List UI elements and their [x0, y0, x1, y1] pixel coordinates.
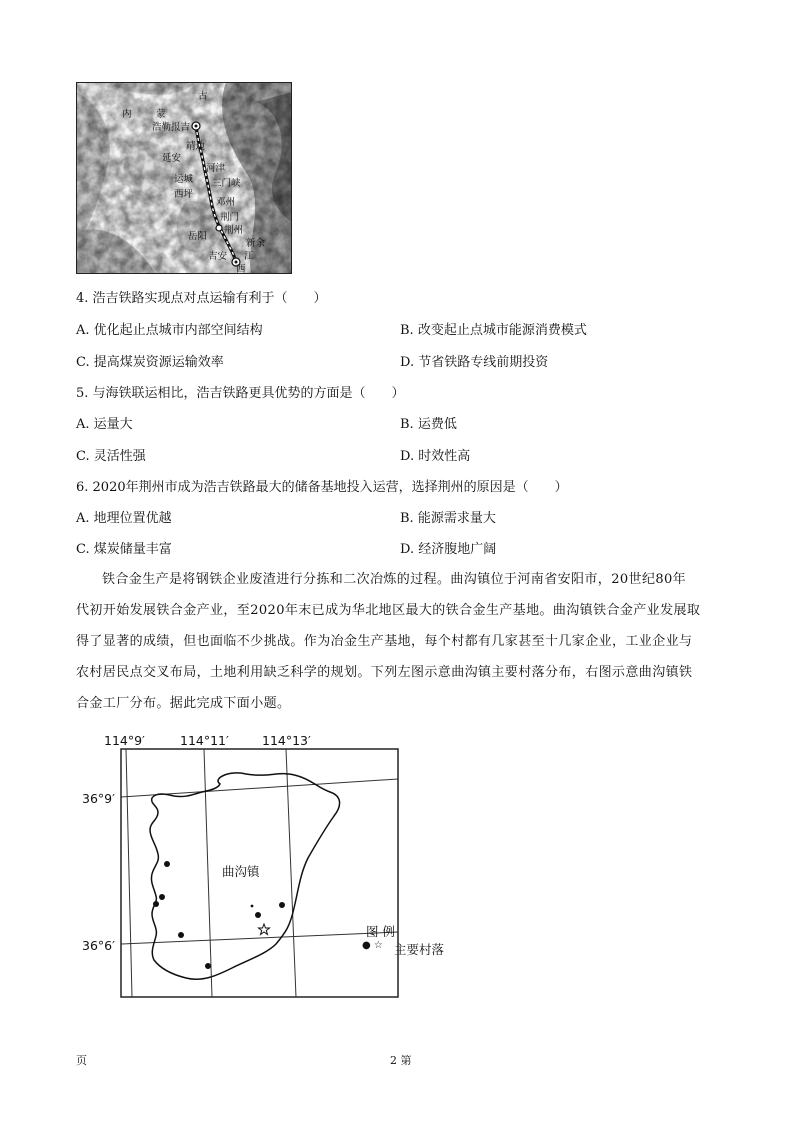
question-6-option-d[interactable]: D. 经济腹地广阔	[400, 542, 497, 557]
map-label-dengzhou: 邓州	[216, 197, 236, 208]
question-5-option-d[interactable]: D. 时效性高	[400, 449, 471, 464]
passage-line: 代初开始发展铁合金产业，至2020年末已成为华北地区最大的铁合金生产基地。曲沟镇铁合金产业发展取	[76, 603, 701, 618]
map-label-haolebaoji: 浩勒报吉	[152, 122, 191, 133]
passage-line: 合金工厂分布。据此完成下面小题。	[76, 696, 291, 711]
question-5-option-c[interactable]: C. 灵活性强	[76, 449, 146, 464]
question-4-option-c[interactable]: C. 提高煤炭资源运输效率	[76, 355, 224, 370]
lon-label: 114°13′	[262, 733, 311, 748]
map-label-jingbian: 靖边	[186, 141, 206, 152]
lon-label: 114°11′	[180, 733, 229, 748]
question-6-option-c[interactable]: C. 煤炭储量丰富	[76, 542, 172, 557]
map-label-jian: 吉安	[208, 251, 228, 262]
lon-label: 114°9′	[104, 733, 145, 748]
map-label-gu: 古	[198, 91, 208, 102]
qugou-map	[76, 730, 496, 1000]
question-6-option-b[interactable]: B. 能源需求量大	[400, 511, 496, 526]
passage-line: 得了显著的成绩，但也面临不少挑战。作为冶金生产基地，每个村都有几家甚至十几家企业，工业企业与	[76, 634, 693, 649]
question-5-stem: 5. 与海铁联运相比，浩吉铁路更具优势的方面是（ ）	[76, 386, 405, 401]
qugou-map-frame	[120, 748, 400, 1000]
question-4-stem: 4. 浩吉铁路实现点对点运输有利于（ ）	[76, 291, 327, 306]
map-label-meng: 蒙	[156, 109, 166, 120]
town-label: 曲沟镇	[222, 864, 260, 879]
map-label-sanmenxia: 三门峡	[212, 178, 241, 189]
legend-symbols: ● ☆	[362, 940, 383, 951]
legend-item-main-village: 主要村落	[394, 942, 445, 957]
lat-label: 36°6′	[82, 938, 115, 953]
map-label-jingzhou: 荆州	[224, 225, 244, 236]
passage-line: 铁合金生产是将钢铁企业废渣进行分拣和二次冶炼的过程。曲沟镇位于河南省安阳市，20世纪80年	[102, 572, 687, 587]
question-4-option-d[interactable]: D. 节省铁路专线前期投资	[400, 355, 549, 370]
railway-map	[76, 82, 292, 274]
question-6-option-a[interactable]: A. 地理位置优越	[76, 511, 172, 526]
question-6-stem: 6. 2020年荆州市成为浩吉铁路最大的储备基地投入运营，选择荆州的原因是（ ）	[76, 480, 568, 495]
legend-title: 图 例	[366, 924, 395, 939]
map-label-jingmen: 荆门	[220, 212, 240, 223]
map-label-nei: 内	[122, 109, 132, 120]
map-label-yueyang: 岳阳	[188, 231, 208, 242]
map-label-xiping: 西坪	[174, 189, 194, 200]
footer-left: 页	[76, 1054, 87, 1067]
question-4-option-a[interactable]: A. 优化起止点城市内部空间结构	[76, 323, 263, 338]
footer-page-number: 2 第	[390, 1054, 412, 1067]
passage-line: 农村居民点交叉布局，土地利用缺乏科学的规划。下列左图示意曲沟镇主要村落分布，右图示意曲沟镇铁	[76, 665, 693, 680]
map-label-yuncheng: 运城	[174, 174, 194, 185]
map-label-xinyu: 新余	[246, 238, 266, 249]
question-5-option-b[interactable]: B. 运费低	[400, 417, 457, 432]
map-label-xi: 西	[236, 264, 246, 275]
lat-label: 36°9′	[82, 791, 115, 806]
question-5-option-a[interactable]: A. 运量大	[76, 417, 133, 432]
map-label-jiang: 江	[244, 251, 254, 262]
passage	[76, 564, 721, 719]
question-4-option-b[interactable]: B. 改变起止点城市能源消费模式	[400, 323, 587, 338]
map-label-hejin: 河津	[206, 163, 226, 174]
map-label-yanan: 延安	[162, 153, 182, 164]
